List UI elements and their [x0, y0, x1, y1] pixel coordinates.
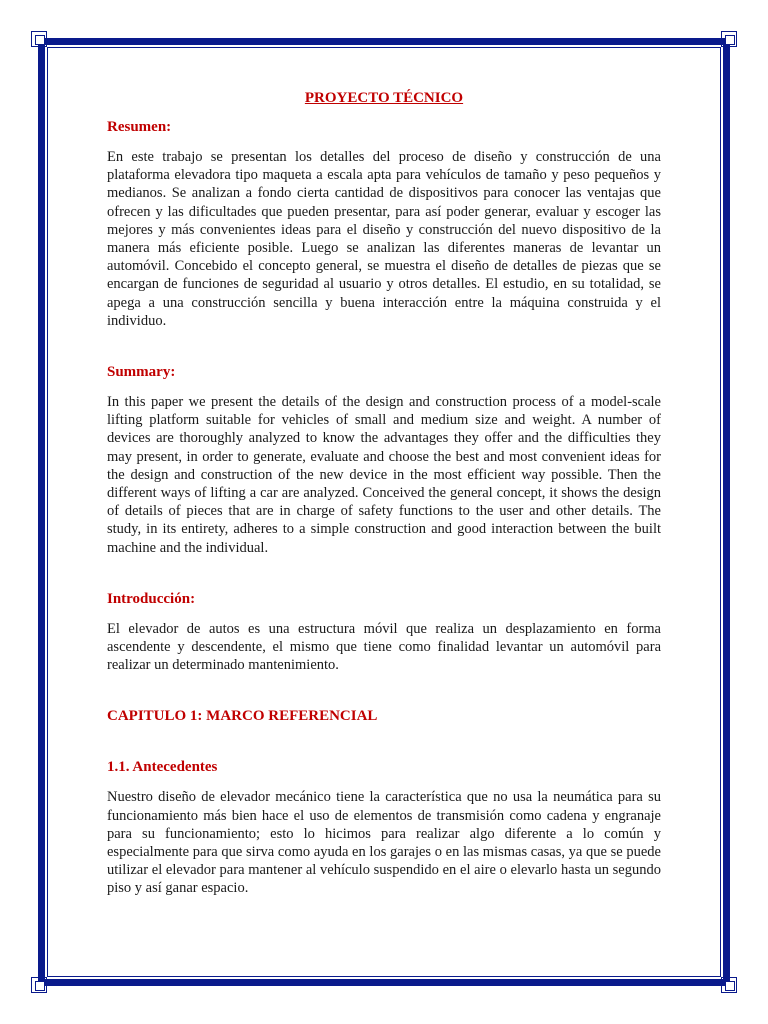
chapter-heading: CAPITULO 1: MARCO REFERENCIAL: [107, 708, 378, 725]
section-body-antecedentes: Nuestro diseño de elevador mecánico tiene la característica que no usa la neumática para su funcionamiento más bien hace el uso de elementos de transmisión como cadena y engranaje para su funcionamiento; esto lo hicimos para realizar algo diferente a lo común y especialmente para que sirva como ayuda en los garajes o en las mismas casas, ya que se puede utilizar el elevador para mantener al vehículo suspendido en el aire o elevarlo hasta un segundo piso y así ganar espacio.: [107, 789, 661, 897]
section-heading-resumen: Resumen:: [107, 119, 172, 135]
section-body-resumen: En este trabajo se presentan los detalles del proceso de diseño y construcción de una plataforma elevadora tipo maqueta a escala apta para vehículos de tamaño y peso pequeños y medianos. Se analizan a fondo cierta cantidad de dispositivos para conocer las ventajas que ofrecen y las dificultades que pueden presentar, para así poder generar, evaluar y escoger las mejores y más convenientes ideas para el diseño y construcción del nuevo dispositivo de la manera más eficiente posible. Luego se analizan las diferentes maneras de levantar un automóvil. Concebido el concepto general, se muestra el diseño de detalles de piezas que se encargan de funciones de seguridad al usuario y otros detalles. El estudio, en su totalidad, se apega a una construcción sencilla y buena interacción entre la máquina construida y el individuo.: [107, 149, 661, 329]
document-body: [107, 90, 661, 898]
corner-ornament-top-right: [721, 31, 737, 47]
document-title: PROYECTO TÉCNICO: [304, 90, 464, 106]
corner-ornament-bottom-right: [721, 977, 737, 993]
corner-ornament-bottom-left: [31, 977, 47, 993]
corner-ornament-top-left: [31, 31, 47, 47]
section-heading-summary: Summary:: [107, 364, 176, 381]
section-body-introduccion: El elevador de autos es una estructura móvil que realiza un desplazamiento en forma ascendente y descendente, el mismo que tiene como finalidad levantar un automóvil para realizar un determinado mantenimiento.: [107, 620, 661, 674]
section-heading-antecedentes: 1.1. Antecedentes: [107, 759, 218, 776]
section-heading-introduccion: Introducción:: [107, 590, 196, 607]
section-body-summary: In this paper we present the details of the design and construction process of a model-scale lifting platform suitable for vehicles of small and medium size and weight. A number of devices are thoroughly analyzed to know the advantages they offer and the difficulties they may present, in order to generate, evaluate and choose the best and most convenient ideas for the design and construction of the new device in the most efficient way possible. Then the different ways of lifting a car are analyzed. Conceived the general concept, it shows the design of details of pieces that are in charge of safety functions to the user and other details. The study, in its entirety, adheres to a simple construction and good interaction between the built machine and the individual.: [107, 394, 661, 556]
